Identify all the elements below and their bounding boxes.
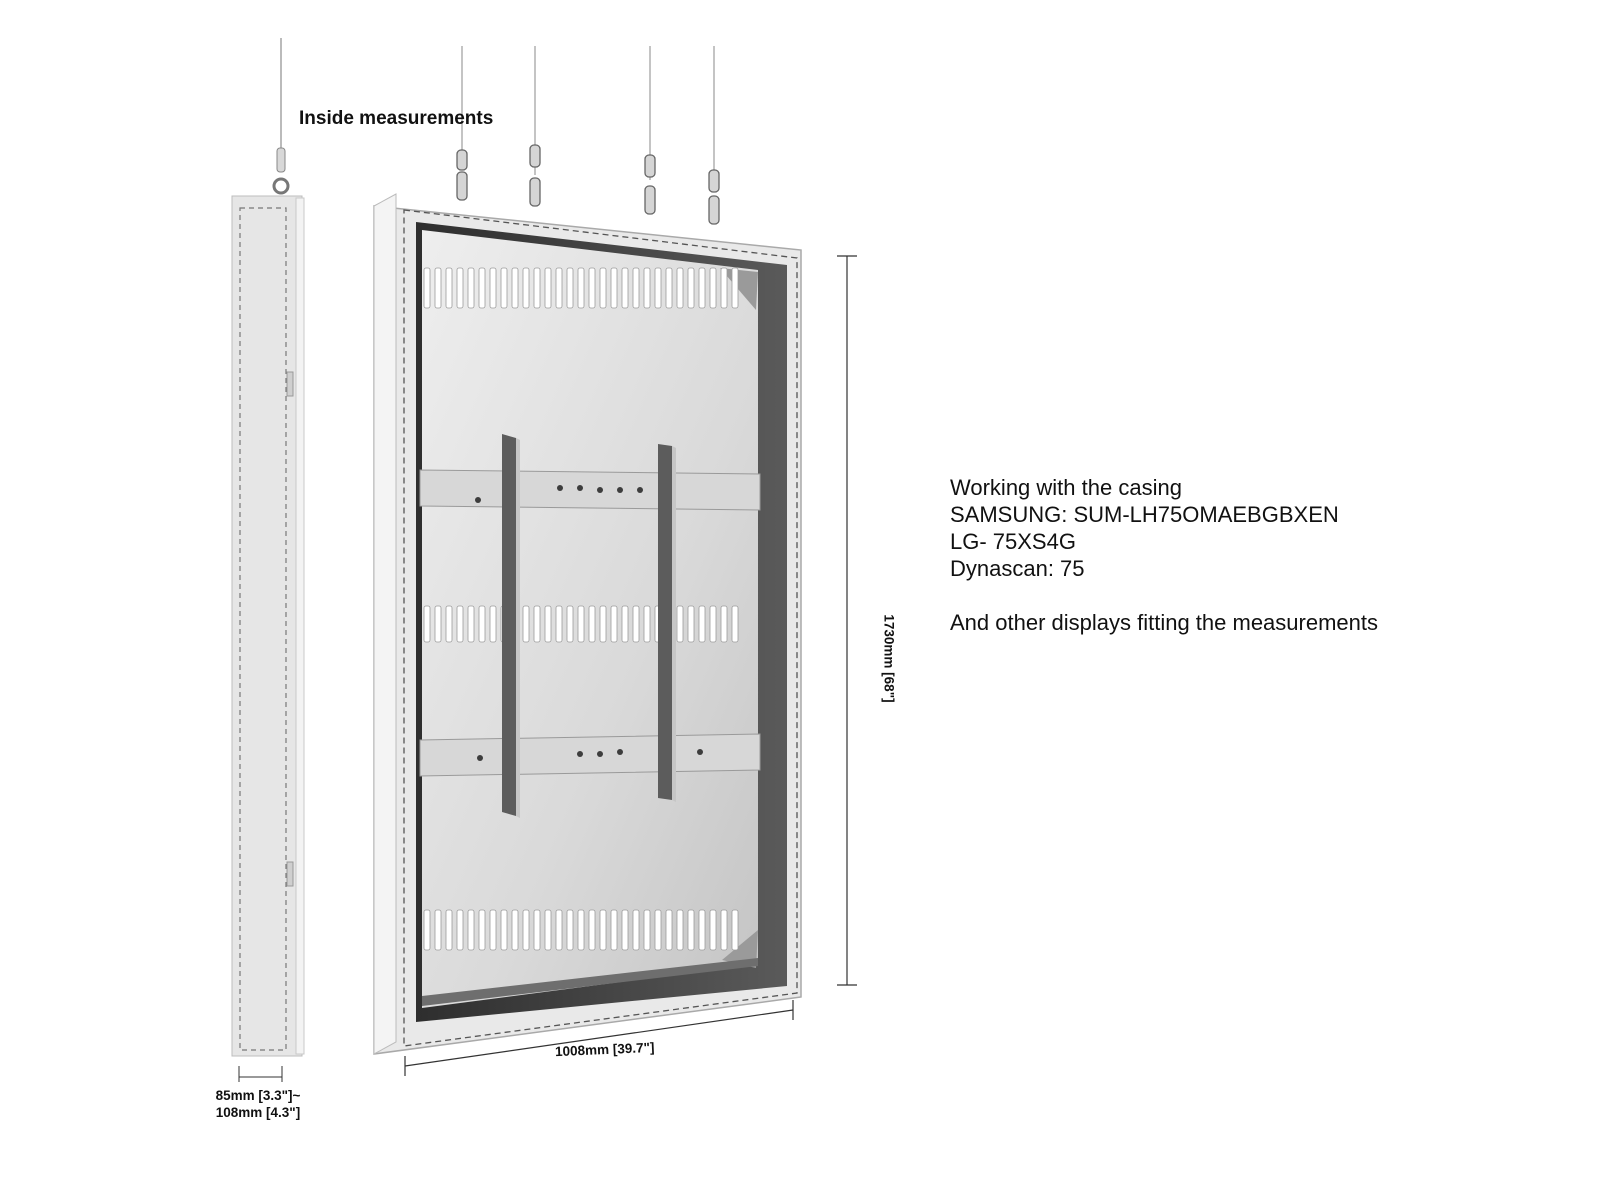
vent-slot xyxy=(578,268,584,308)
vent-slot xyxy=(556,268,562,308)
vent-slot xyxy=(589,606,595,642)
vent-slot xyxy=(424,268,430,308)
info-line: SAMSUNG: SUM-LH75OMAEBGBXEN xyxy=(950,502,1339,527)
vent-slot xyxy=(578,910,584,950)
vent-slot xyxy=(446,910,452,950)
vent-slot xyxy=(677,910,683,950)
side-view xyxy=(232,38,304,1082)
height-dimension-line xyxy=(837,256,857,985)
depth-min-label: 85mm [3.3"]~ xyxy=(215,1088,301,1103)
vent-slot xyxy=(501,910,507,950)
vent-slot xyxy=(677,606,683,642)
hanging-cables xyxy=(462,46,714,185)
vent-slot xyxy=(534,910,540,950)
depth-dimension-label xyxy=(203,1087,313,1121)
vent-slot xyxy=(479,910,485,950)
vent-slot xyxy=(490,910,496,950)
side-hook xyxy=(274,148,288,193)
height-dimension-label: 1730mm [68"] xyxy=(881,614,897,703)
vent-slot xyxy=(589,268,595,308)
vent-slot xyxy=(545,910,551,950)
vent-slot xyxy=(633,606,639,642)
vent-slot xyxy=(523,910,529,950)
info-line: LG- 75XS4G xyxy=(950,529,1076,554)
vent-slot xyxy=(710,910,716,950)
vent-slot xyxy=(644,606,650,642)
vent-slot xyxy=(534,606,540,642)
vent-slot xyxy=(600,910,606,950)
vent-slot xyxy=(523,606,529,642)
vent-slot xyxy=(567,268,573,308)
vent-slot xyxy=(479,606,485,642)
vent-slot xyxy=(424,606,430,642)
vent-slot xyxy=(611,606,617,642)
vent-slot xyxy=(567,606,573,642)
vent-slot xyxy=(556,606,562,642)
vent-slot xyxy=(490,268,496,308)
vent-slot xyxy=(611,910,617,950)
info-footer: And other displays fitting the measurements xyxy=(950,610,1379,635)
vent-slot xyxy=(633,910,639,950)
vent-slot xyxy=(699,606,705,642)
vent-slot xyxy=(666,910,672,950)
vent-slot xyxy=(479,268,485,308)
vent-slot xyxy=(721,268,727,308)
vent-slot xyxy=(600,268,606,308)
vent-slot xyxy=(468,268,474,308)
vent-slot xyxy=(523,268,529,308)
vent-slot xyxy=(512,910,518,950)
vent-slot xyxy=(611,268,617,308)
diagram-title: Inside measurements xyxy=(299,108,494,129)
vent-slot xyxy=(446,268,452,308)
width-dimension-label: 1008mm [39.7"] xyxy=(554,1039,655,1060)
vent-slot xyxy=(666,268,672,308)
depth-max-label: 108mm [4.3"] xyxy=(215,1105,301,1120)
vent-slot xyxy=(446,606,452,642)
compatibility-info xyxy=(950,474,1378,636)
vent-slot xyxy=(468,910,474,950)
vent-slot xyxy=(721,910,727,950)
vent-slot xyxy=(633,268,639,308)
vent-slot xyxy=(545,606,551,642)
vent-slot xyxy=(435,910,441,950)
vent-slot xyxy=(468,606,474,642)
vent-slot xyxy=(655,910,661,950)
vent-slot xyxy=(688,268,694,308)
vent-slot xyxy=(457,910,463,950)
vent-slot xyxy=(644,268,650,308)
vent-slot xyxy=(732,268,738,308)
vent-slot xyxy=(567,910,573,950)
vent-slot xyxy=(545,268,551,308)
vent-slot xyxy=(457,606,463,642)
vent-slot xyxy=(710,606,716,642)
vent-slot xyxy=(600,606,606,642)
vent-slot xyxy=(732,606,738,642)
vent-slot xyxy=(457,268,463,308)
info-heading: Working with the casing xyxy=(950,475,1182,500)
vent-slot xyxy=(501,268,507,308)
vent-slot xyxy=(655,268,661,308)
vent-slot xyxy=(490,606,496,642)
vent-slot xyxy=(688,910,694,950)
vent-slot xyxy=(556,910,562,950)
vent-slot xyxy=(589,910,595,950)
vent-slot xyxy=(424,910,430,950)
vent-slot xyxy=(578,606,584,642)
info-spacer xyxy=(950,582,1378,609)
vent-slot xyxy=(435,606,441,642)
vent-slot xyxy=(721,606,727,642)
cable-chains xyxy=(457,145,719,224)
vent-slot xyxy=(699,910,705,950)
vent-slot xyxy=(688,606,694,642)
vent-slot xyxy=(677,268,683,308)
vent-slot xyxy=(622,606,628,642)
vent-slot xyxy=(435,268,441,308)
vent-slot xyxy=(732,910,738,950)
vent-slot xyxy=(699,268,705,308)
vent-slot xyxy=(622,268,628,308)
vent-slot xyxy=(512,268,518,308)
vent-slot xyxy=(622,910,628,950)
info-line: Dynascan: 75 xyxy=(950,556,1085,581)
vent-slot xyxy=(644,910,650,950)
vent-slot xyxy=(534,268,540,308)
vent-slot xyxy=(710,268,716,308)
